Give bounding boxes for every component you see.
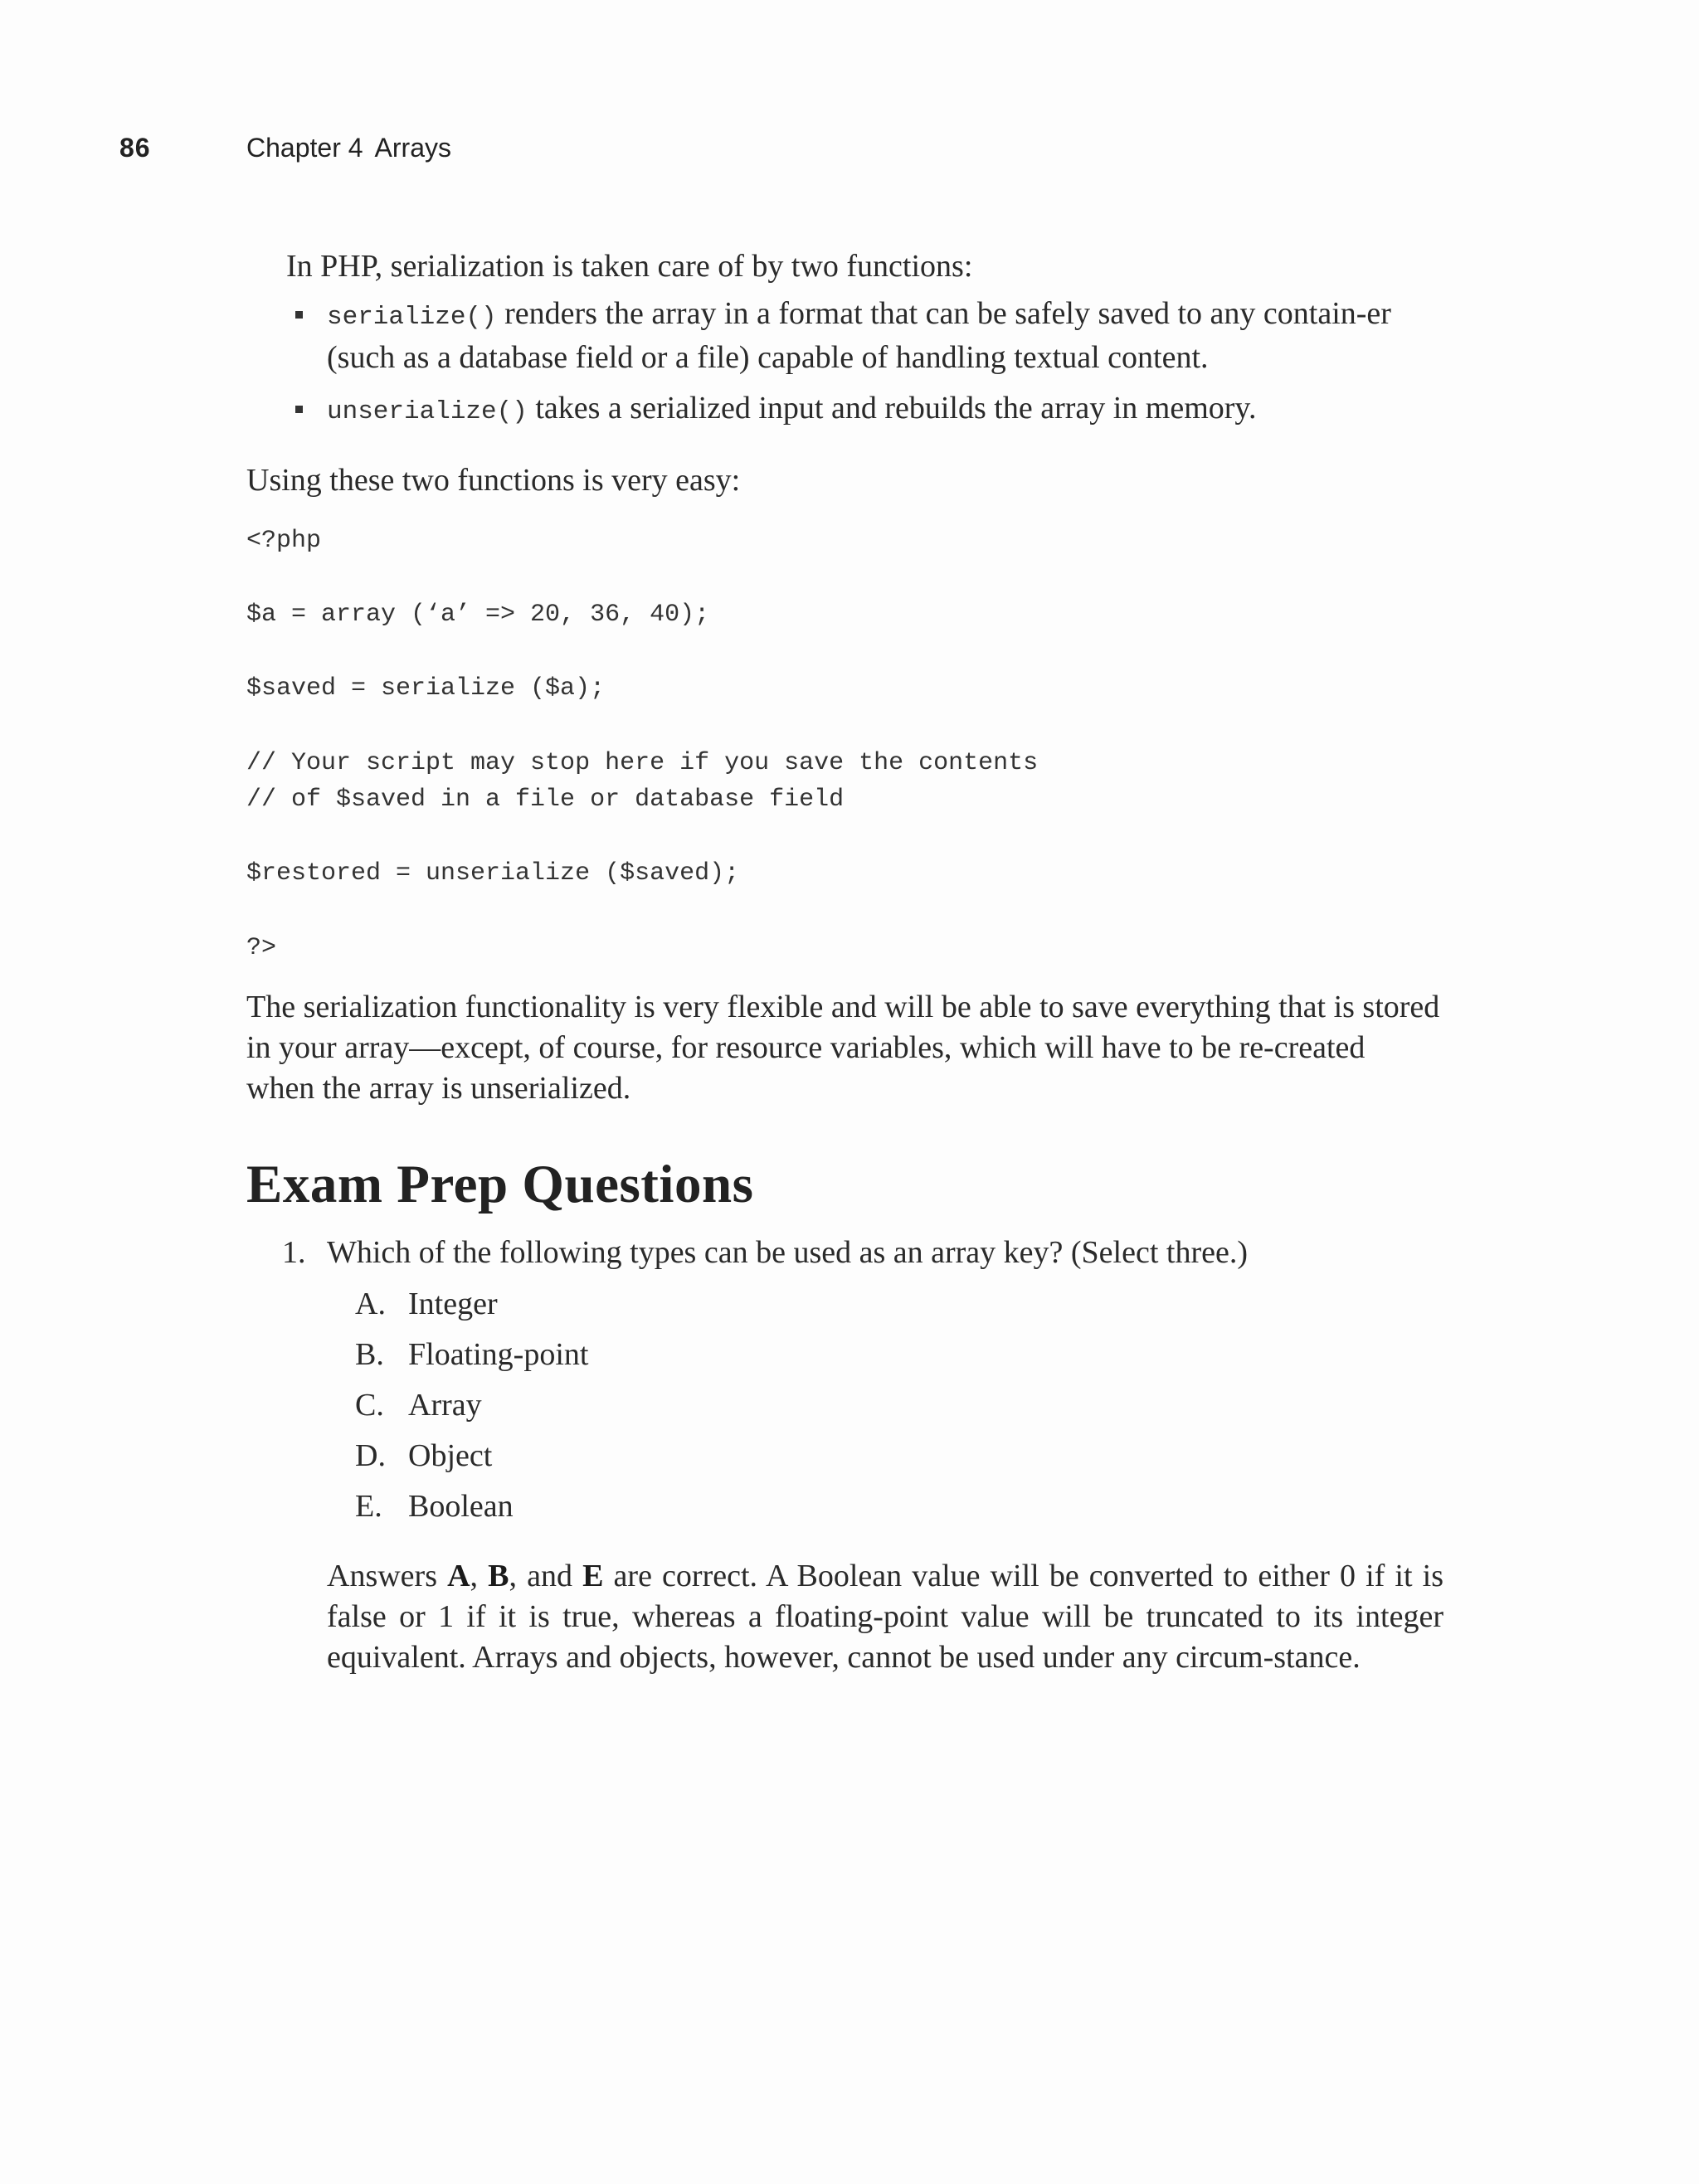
code-line: $restored = unserialize ($saved); <box>246 859 740 888</box>
page-number: 86 <box>119 133 151 163</box>
chapter-title: Arrays <box>374 133 451 163</box>
option-letter: B. <box>355 1337 384 1372</box>
answer-explanation <box>327 1556 1443 1678</box>
option-letter: A. <box>355 1287 386 1321</box>
chapter-label: Chapter 4 <box>246 133 363 163</box>
usage-paragraph: Using these two functions is very easy: <box>246 463 741 498</box>
option-letter: C. <box>355 1388 384 1423</box>
answer-separator: , and <box>509 1559 583 1593</box>
option-text: Floating-point <box>408 1337 589 1372</box>
option-a <box>355 1284 588 1335</box>
answer-prefix: Answers <box>327 1559 448 1593</box>
answer-options <box>355 1284 588 1537</box>
option-b <box>355 1335 588 1385</box>
answer-letter-b: B <box>488 1559 509 1593</box>
code-line: // Your script may stop here if you save the contents <box>246 748 1039 777</box>
list-item <box>295 388 1440 432</box>
answer-explanation-text: are correct. A Boolean value will be converted to either 0 if it is false or 1 if it is true, whereas a floating-point value will be truncated to its integer equivalent. Arrays and objects, however, cannot be used under any circum-stance. <box>327 1559 1443 1675</box>
function-list <box>295 294 1440 442</box>
question-1 <box>282 1233 1248 1273</box>
answer-letter-a: A <box>447 1559 470 1593</box>
option-text: Array <box>408 1388 482 1423</box>
option-text: Integer <box>408 1287 498 1321</box>
option-letter: E. <box>355 1489 382 1524</box>
list-item <box>295 294 1440 378</box>
option-e <box>355 1486 588 1537</box>
function-code: serialize() <box>327 303 497 332</box>
list-item-text: takes a serialized input and rebuilds the array in memory. <box>527 391 1257 426</box>
bullet-square-icon <box>295 311 303 319</box>
serialization-paragraph: The serialization functionality is very flexible and will be able to save everything that is stored in your array—except, of course, for resource variables, which will have to be re-created when the array is unserialized. <box>246 990 1440 1106</box>
answer-letter-e: E <box>582 1559 604 1593</box>
option-d <box>355 1436 588 1486</box>
option-text: Object <box>408 1438 493 1473</box>
code-line: $a = array (‘a’ => 20, 36, 40); <box>246 601 710 630</box>
bullet-square-icon <box>295 406 303 413</box>
question-number: 1. <box>282 1235 306 1270</box>
answer-separator: , <box>470 1559 489 1593</box>
code-line: // of $saved in a file or database field <box>246 786 845 815</box>
option-letter: D. <box>355 1438 386 1473</box>
code-line: $saved = serialize ($a); <box>246 674 606 703</box>
question-text: Which of the following types can be used as an array key? (Select three.) <box>327 1235 1248 1270</box>
option-text: Boolean <box>408 1489 514 1524</box>
function-code: unserialize() <box>327 397 528 426</box>
intro-paragraph: In PHP, serialization is taken care of by two functions: <box>286 249 973 284</box>
code-listing <box>246 523 1038 966</box>
option-c <box>355 1385 588 1436</box>
list-item-text: renders the array in a format that can be safely saved to any contain-er (such as a database field or a file) capable of handling textual content. <box>327 296 1391 375</box>
code-line: <?php <box>246 527 322 555</box>
running-head <box>246 133 451 163</box>
section-heading: Exam Prep Questions <box>246 1155 754 1214</box>
code-line: ?> <box>246 933 277 962</box>
